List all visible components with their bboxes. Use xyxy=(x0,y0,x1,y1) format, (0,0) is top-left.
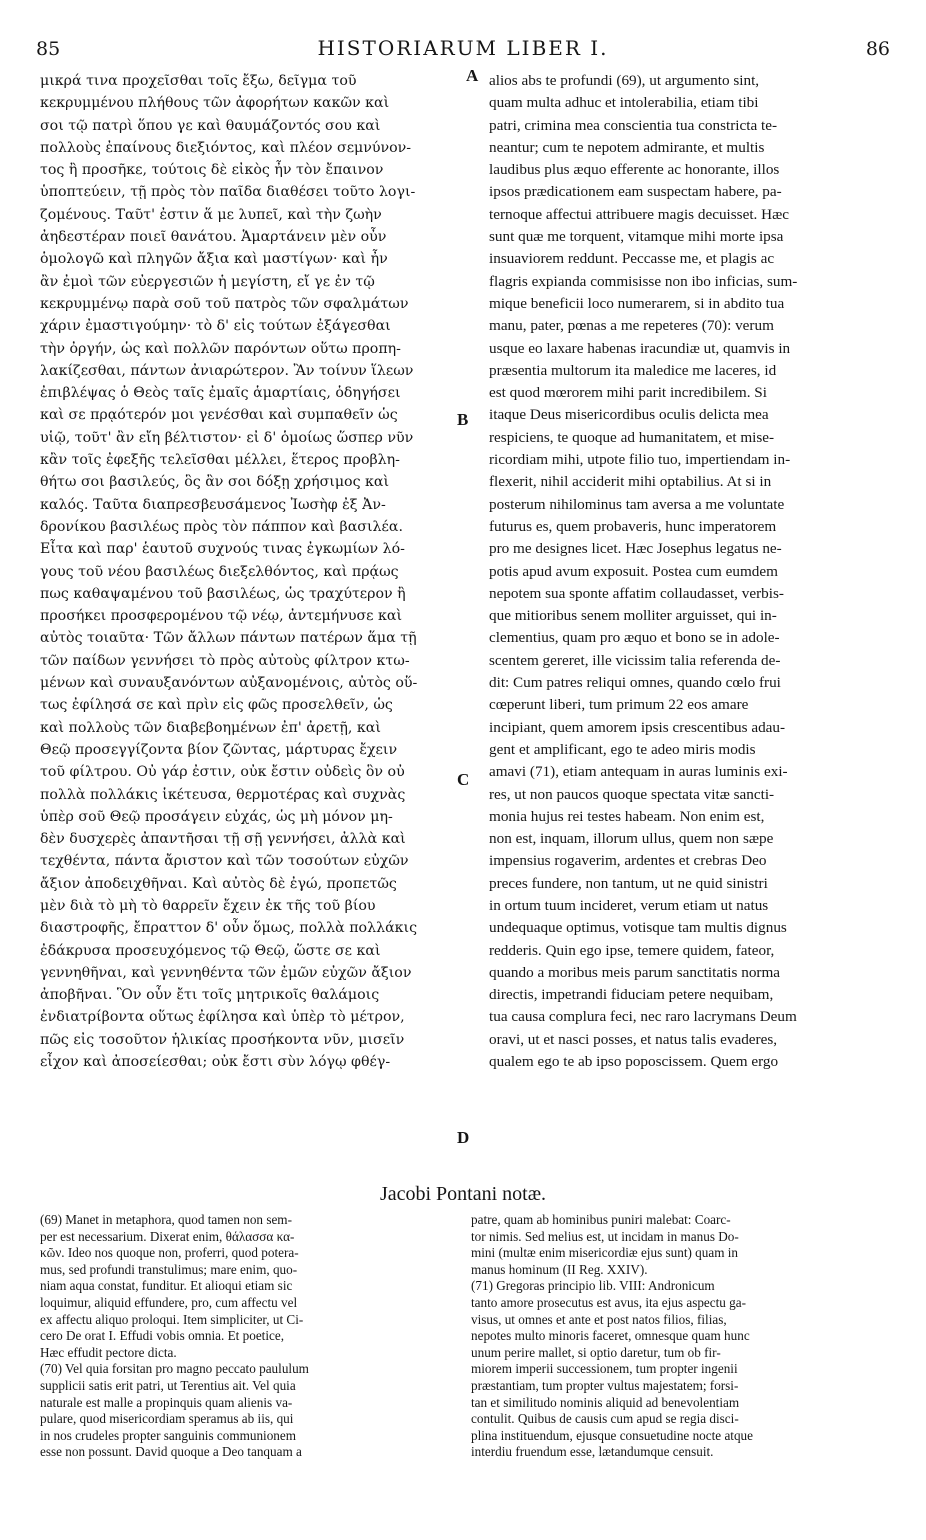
greek-text-line: Εἶτα καὶ παρ' ἑαυτοῦ συχνούς τινας ἐγκωμίων λό- xyxy=(40,541,405,558)
greek-text-line: δρονίκου βασιλέως πρὸς τὸν πάππον καὶ βασιλέα. xyxy=(40,518,403,535)
greek-text-line: ἂν ἐμοὶ τῶν εὐεργεσιῶν ἡ μεγίστη, εἴ γε ἐν τῷ xyxy=(40,273,375,290)
greek-text-line: τως ἐφίλησά σε καὶ πρὶν εἰς φῶς προσελθεῖν, ὡς xyxy=(40,697,393,714)
latin-text-line: non est, inquam, illorum ullus, quem non sæpe xyxy=(489,830,774,848)
notes-right-column xyxy=(471,1212,899,1461)
greek-text-line: σοι τῷ πατρὶ ὅπου γε καὶ θαυμάζοντός σου καὶ xyxy=(40,117,381,134)
latin-text-line: nepotem sua sponte affatim collaudasset, verbis- xyxy=(489,584,784,602)
latin-text-line: usque eo laxare habenas iracundiæ ut, quamvis in xyxy=(489,339,791,357)
greek-text-line: πολλὰ πολλάκις ἱκέτευσα, θερμοτέρας καὶ συχνὰς xyxy=(40,786,406,803)
section-marker-b: B xyxy=(457,410,469,429)
note-line: nepotes multo minoris faceret, omnesque quam hunc xyxy=(471,1328,750,1344)
note-line: tor nimis. Sed melius est, ut incidam in manus Do- xyxy=(471,1228,739,1244)
greek-text-line: τεχθέντα, πάντα ἄριστον καὶ τῶν τοσούτων εὐχῶν xyxy=(40,853,409,870)
greek-text-line: τοῦ φίλτρου. Οὐ γάρ ἐστιν, οὐκ ἔστιν οὐδεὶς ὃν οὐ xyxy=(40,764,405,781)
greek-text-line: υἱῷ, τοῦτ' ἂν εἴη βέλτιστον· εἰ δ' ὁμοίως ὥσπερ νῦν xyxy=(40,429,414,446)
greek-text-line: κεκρυμμένῳ παρὰ σοῦ τοῦ πατρὸς τῶν σφαλμάτων xyxy=(40,295,409,312)
note-line: (69) Manet in metaphora, quod tamen non sem- xyxy=(40,1212,292,1227)
greek-text-line: ἄξιον ἀποδειχθῆναι. Καὶ αὐτὸς δὲ ἐγώ, προπετῶς xyxy=(40,875,397,892)
note-line: interdiu fruendum esse, lætandumque censuit. xyxy=(471,1444,714,1460)
latin-text-line: qualem ego te ab ipso poposcissem. Quem ergo xyxy=(489,1053,779,1071)
greek-text-line: ἀηδεστέραν ποιεῖ θανάτου. Ἁμαρτάνειν μὲν οὖν xyxy=(40,229,387,246)
note-line: mus, sed profundi transtulimus; mare enim, quo- xyxy=(40,1261,298,1277)
note-line: patre, quam ab hominibus puniri malebat: Coarc- xyxy=(471,1212,731,1227)
latin-text-line: neantur; cum te nepotem admirante, et multis xyxy=(489,138,765,156)
note-line: cero De orat I. Effudi vobis omnia. Et poetice, xyxy=(40,1328,285,1344)
greek-text-line: Θεῷ προσεγγίζοντα βίον ζῶντας, μάρτυρας ἔχειν xyxy=(40,741,398,758)
latin-text-line: impensius rogaverim, ardentes et crebras Deo xyxy=(489,852,767,870)
note-line: unum perire mallet, si optio daretur, tum ob fir- xyxy=(471,1344,721,1360)
section-marker-c: C xyxy=(457,770,470,789)
section-marker-a: A xyxy=(466,66,479,85)
greek-text-line: ζομένους. Ταῦτ' ἐστιν ἅ με λυπεῖ, καὶ τὴν ζωὴν xyxy=(40,206,382,223)
latin-text-line: monia hujus rei testes habeam. Non enim est, xyxy=(489,807,765,825)
latin-text-line: res, ut non paucos quoque spectata vitæ sancti- xyxy=(489,785,775,803)
latin-text-line: preces fundere, non tantum, ut ne quid sinistri xyxy=(489,874,768,892)
note-line: κῶν. Ideo nos quoque non, proferri, quod potera- xyxy=(40,1245,299,1261)
greek-text-line: μικρά τινα προχεῖσθαι τοῖς ἔξω, δεῖγμα τοῦ xyxy=(40,73,357,89)
greek-text-line: καὶ πολλοὺς τῶν διαβεβοημένων ἐπ' ἀρετῇ, καὶ xyxy=(40,719,381,736)
greek-text-line: προσήκει προσφερομένου τῷ νέῳ, ἀντεμήνυσε καὶ xyxy=(40,608,403,625)
latin-text-line: patri, crimina mea conscientia tua constricta te- xyxy=(489,116,778,134)
note-line: manus hominum (II Reg. XXIV). xyxy=(471,1261,648,1277)
latin-text-line: directis, impetrandi fiduciam petere nequibam, xyxy=(489,986,774,1004)
greek-text-line: γους τοῦ νέου βασιλέως διεξελθόντος, καὶ πρᾴως xyxy=(40,563,399,580)
greek-text-line: εἶχον καὶ ἀποσείεσθαι; οὐκ ἔστι σὺν λόγῳ φθέγ- xyxy=(40,1054,391,1071)
greek-text-line: δὲν δυσχερὲς ἀπαντῆσαι τῇ σῇ γεννήσει, ἀλλὰ καὶ xyxy=(40,831,406,848)
latin-text-line: ipsos prædicationem eam suspectam habere, pa- xyxy=(489,183,782,201)
greek-text-line: κἂν τοῖς ἐφεξῆς τελεῖσθαι μέλλει, ἕτερος προβλη- xyxy=(40,452,400,469)
note-line: tanto amore prosecutus est avus, ita ejus aspectu ga- xyxy=(471,1294,747,1310)
note-line: per est necessarium. Dixerat enim, θάλασσα κα- xyxy=(40,1228,295,1244)
running-header xyxy=(30,10,896,60)
latin-text-line: undequaque optimus, votisque tam multis dignus xyxy=(489,919,787,937)
notes-left-column xyxy=(40,1212,453,1461)
greek-text-line: αὐτὸς τοιαῦτα· Τῶν ἄλλων πάντων πατέρων ἅμα τῇ xyxy=(40,630,417,647)
latin-text-line: itaque Deus misericordibus oculis delicta mea xyxy=(489,406,769,424)
note-line: (71) Gregoras principio lib. VIII: Andronicum xyxy=(471,1278,715,1294)
greek-text-line: ὑπὲρ σοῦ Θεῷ προσάγειν εὐχάς, ὡς μὴ μόνον μη- xyxy=(40,808,393,825)
latin-text-line: alios abs te profundi (69), ut argumento sint, xyxy=(489,72,760,89)
greek-text-line: πῶς εἰς τοσοῦτον ἡλικίας προσήκοντα νῦν, μισεῖν xyxy=(40,1031,405,1048)
greek-text-line: ἀποβῆναι. Ὃν οὖν ἔτι τοῖς μητρικοῖς θαλάμοις xyxy=(40,987,380,1004)
latin-text-line: quando a moribus meis parum sanctitatis norma xyxy=(489,963,781,981)
latin-text-line: scentem gereret, ille vicissim talia referenda de- xyxy=(489,651,781,669)
greek-text-line: πολλοὺς ἐπαίνους διεξιόντος, καὶ πλέον σεμνύνον- xyxy=(40,139,412,156)
greek-text-line: πως καθαψαμένου τοῦ βασιλέως, ὡς τραχύτερον ἢ xyxy=(40,585,406,602)
greek-text-line: μὲν διὰ τὸ μὴ τὸ θαρρεῖν ἔχειν ἐκ τῆς τοῦ βίου xyxy=(40,897,376,914)
note-line: mini (multæ enim misericordiæ ejus sunt) quam in xyxy=(471,1245,739,1261)
greek-text-line: ὑποπτεύειν, τῇ πρὸς τὸν παῖδα διαθέσει τοῦτο λογι- xyxy=(40,184,416,201)
latin-text-line: cœperunt liberi, tum primum 22 eos amare xyxy=(489,696,749,714)
latin-text-line: oravi, ut et nasci posses, et natus talis evaderes, xyxy=(489,1030,778,1048)
latin-text-line: est quod mœrorem mihi parit incredibilem. Si xyxy=(489,384,767,402)
latin-text-line: laudibus plus æquo efferente ac honorante, illos xyxy=(489,161,780,179)
latin-text-line: gent et amplificant, ego te adeo miris modis xyxy=(489,740,756,758)
note-line: præstantiam, tum propter vultus majestatem; forsi- xyxy=(471,1377,739,1393)
greek-text-line: κεκρυμμένου πλήθους τῶν ἀφορήτων κακῶν καὶ xyxy=(40,95,390,112)
page-number-right: 86 xyxy=(865,38,890,60)
note-line: pulare, quod misericordiam speramus ab iis, qui xyxy=(40,1411,294,1427)
latin-text-line: futurus es, quem probaveris, hunc imperatorem xyxy=(489,517,777,535)
greek-text-line: τος ἢ προσῆκε, τούτοις δὲ εἰκὸς ἦν τὸν ἔπαινον xyxy=(40,162,384,179)
latin-text-line: flexerit, nihil acciderit mihi optabilius. At si in xyxy=(489,473,772,491)
latin-text-line: dit: Cum patres reliqui omnes, quando cœlo frui xyxy=(489,674,781,692)
greek-text-line: λακίζεσθαι, πάντων ἀνιαρώτερον. Ἂν τοίνυν ἵλεων xyxy=(40,362,414,379)
latin-text-line: præsentia multorum ita maledice me laceres, id xyxy=(489,361,777,379)
note-line: supplicii satis erit patri, ut Terentius ait. Vel quia xyxy=(40,1377,296,1393)
latin-text-line: que mitioribus senem molliter arguisset, qui in- xyxy=(489,607,777,625)
latin-text-line: redderis. Quin ego ipse, temere quidem, fateor, xyxy=(489,941,775,959)
note-line: Hæc effudit pectore dicta. xyxy=(40,1344,177,1360)
section-marker-d: D xyxy=(457,1128,470,1147)
latin-text-line: insuaviorem reddunt. Peccasse me, et plagis ac xyxy=(489,250,775,268)
greek-text-line: χάριν ἐμαστιγούμην· τὸ δ' εἰς τούτων ἐξάγεσθαι xyxy=(40,318,391,335)
latin-text-line: in ortum tuum incideret, verum etiam ut natus xyxy=(489,896,769,914)
greek-text-line: καλός. Ταῦτα διαπρεσβευσάμενος Ἰωσὴφ ἐξ Ἀν- xyxy=(40,496,386,513)
latin-text-line: mique beneficii loco numerarem, si in abdito tua xyxy=(489,294,785,312)
greek-text-line: διαστροφῆς, ἔπραττον δ' οὖν ὅμως, πολλὰ πολλάκις xyxy=(40,920,418,937)
note-line: loquimur, aliquid effundere, pro, cum affectu vel xyxy=(40,1294,298,1310)
note-line: (70) Vel quia forsitan pro magno peccato paululum xyxy=(40,1361,309,1377)
latin-text-line: manu, pater, pœnas a me repeteres (70): verum xyxy=(489,317,774,335)
greek-text-line: ἐπιβλέψας ὁ Θεὸς ταῖς ἐμαῖς ἁμαρτίαις, ὁδηγήσει xyxy=(40,385,401,402)
greek-text-line: τῶν παίδων γεννήσει τὸ πρὸς αὐτοὺς φίλτρον κτω- xyxy=(40,652,410,669)
running-title: HISTORIARUM LIBER I. xyxy=(317,36,609,60)
note-line: tan et similitudo nominis aliquid ad benevolentiam xyxy=(471,1394,740,1410)
latin-text-line: pro me designes licet. Hæc Josephus legatus ne- xyxy=(489,540,782,558)
latin-text-line: ricordiam mihi, utpote filio tuo, impertiendam in- xyxy=(489,451,791,469)
greek-text-line: γεννηθῆναι, καὶ γεννηθέντα τῶν ἐμῶν εὐχῶν ἄξιον xyxy=(40,964,412,981)
note-line: miorem imperii successionem, tum propter ingenii xyxy=(471,1361,738,1377)
greek-text-line: ἐδάκρυσα προσευχόμενος τῷ Θεῷ, ὥστε σε καὶ xyxy=(40,942,381,959)
latin-text-column xyxy=(489,70,897,1073)
latin-text-line: clementius, quam pro æquo et bono se in adole- xyxy=(489,629,780,647)
greek-text-line: ὁμολογῶ καὶ πληγῶν ἄξια καὶ μαστίγων· καὶ ἦν xyxy=(40,251,388,268)
latin-text-line: posterum nihilominus tam aversa a me voluntate xyxy=(489,495,785,513)
greek-text-line: καὶ σε πρᾳότερόν μοι γενέσθαι καὶ συμπαθεῖν ὡς xyxy=(40,407,398,424)
notes-heading: Jacobi Pontani notæ. xyxy=(379,1183,547,1205)
latin-text-line: quam multa adhuc et intolerabilia, etiam tibi xyxy=(489,94,759,112)
note-line: contulit. Quibus de causis cum apud se regia disci- xyxy=(471,1411,739,1427)
latin-text-line: incipiant, quem amorem ipsis crescentibus adau- xyxy=(489,718,786,736)
note-line: ex affectu aliquo proloqui. Item simpliciter, ut Ci- xyxy=(40,1311,304,1327)
note-line: esse non possunt. David quoque a Deo tanquam a xyxy=(40,1444,302,1460)
greek-text-line: μένων καὶ συναυξανόντων αὐξανομένοις, αὐτὸς οὕ- xyxy=(40,675,418,692)
note-line: visus, ut omnes et ante et post natos filios, filias, xyxy=(471,1311,727,1327)
greek-text-line: τὴν ὀργήν, ὡς καὶ πολλῶν παρόντων οὕτω προπη- xyxy=(40,340,401,357)
note-line: in nos crudeles propter sanguinis communionem xyxy=(40,1427,297,1443)
latin-text-line: potis apud avum exposuit. Postea cum eumdem xyxy=(489,562,778,580)
latin-text-line: respiciens, te quoque ad humanitatem, et mise- xyxy=(489,428,775,446)
note-line: plina instituendum, ejusque consuetudine nocte atque xyxy=(471,1427,753,1443)
note-line: niam aqua constat, funditur. Et alioqui etiam sic xyxy=(40,1278,293,1294)
latin-text-line: ternoque affectui attribuere magis decuisset. Hæc xyxy=(489,205,789,223)
latin-text-line: sunt quæ me torquent, vitamque mihi morte ipsa xyxy=(489,228,784,246)
latin-text-line: flagris expianda commisisse non ibo inficias, sum- xyxy=(489,272,798,290)
page-number-left: 85 xyxy=(36,38,61,60)
greek-text-line: ἐνδιατρίβοντα οὕτως ἐφίλησα καὶ ὑπὲρ τὸ μέτρον, xyxy=(40,1009,405,1026)
latin-text-line: amavi (71), etiam antequam in auras luminis exi- xyxy=(489,763,788,781)
greek-text-line: θήτω σοι βασιλεύς, ὃς ἂν σοι δόξῃ χρήσιμος καὶ xyxy=(40,474,390,491)
greek-text-column xyxy=(40,70,465,1073)
latin-text-line: tua causa complura feci, nec raro lacrymans Deum xyxy=(489,1008,797,1026)
note-line: naturale est malle a propinquis quam alienis va- xyxy=(40,1394,293,1410)
